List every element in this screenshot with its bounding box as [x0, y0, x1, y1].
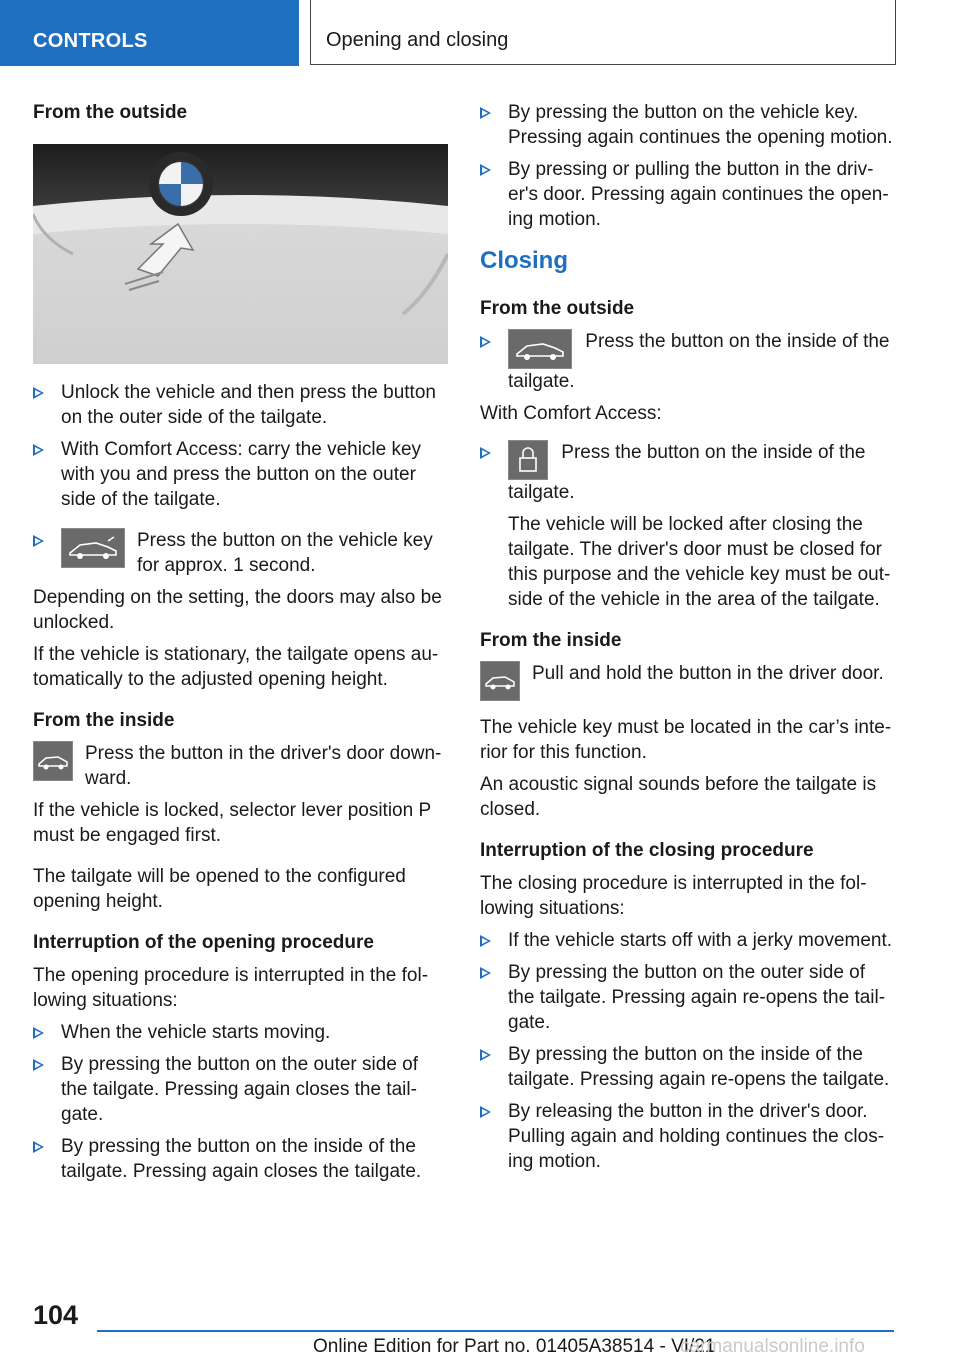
triangle-bullet-icon — [33, 1141, 44, 1153]
left-column — [33, 100, 448, 1191]
triangle-bullet-icon — [33, 387, 44, 399]
paragraph: If the vehicle is locked, selector lever position P must be engaged first. — [33, 800, 431, 846]
key-button-list — [33, 528, 448, 578]
paragraph: The tailgate will be opened to the configured opening height. — [33, 866, 406, 912]
triangle-bullet-icon — [480, 336, 491, 348]
paragraph: An acoustic signal sounds before the tailgate is closed. — [480, 774, 877, 820]
paragraph: The opening procedure is interrupted in the following situations: — [33, 965, 429, 1011]
tailgate-close-icon — [508, 329, 572, 369]
close-from-outside-heading: From the outside — [480, 298, 635, 319]
interrupt-closing-heading: Interruption of the closing procedure — [480, 840, 814, 861]
tailgate-door-button-icon — [33, 741, 73, 781]
list-item: With Comfort Access: carry the vehicle key with you and press the button on the outer side of the tailgate. — [33, 437, 448, 512]
section-tab — [0, 0, 299, 66]
triangle-bullet-icon — [480, 935, 491, 947]
list-item: By pressing the button on the inside of the tailgate. Pressing again closes the tailgate. — [33, 1134, 448, 1184]
edition-text: Online Edition for Part no. 01405A38514 - VI/21 — [313, 1336, 716, 1357]
triangle-bullet-icon — [480, 1049, 491, 1061]
paragraph: Depending on the setting, the doors may also be unlocked. — [33, 587, 442, 633]
section-label: CONTROLS — [33, 30, 148, 52]
list-item: When the vehicle starts moving. — [33, 1020, 448, 1045]
list-item: By pressing or pulling the button in the driver's door. Pressing again continues the opening motion. — [480, 157, 895, 232]
page-header — [310, 0, 896, 65]
close-outside-list — [480, 329, 895, 394]
list-item: By pressing the button on the vehicle key. Pressing again continues the opening motion. — [480, 100, 895, 150]
right-column — [480, 100, 895, 1181]
list-item: Press the button on the inside of the tailgate. — [480, 329, 895, 394]
triangle-bullet-icon — [33, 1027, 44, 1039]
lock-note: The vehicle will be locked after closing the tailgate. The driver's door must be closed for this purpose and the vehicle key must be outside of the vehicle in the area of the tailgate. — [508, 514, 891, 610]
tailgate-key-icon — [61, 528, 125, 568]
paragraph: If the vehicle is stationary, the tailgate opens automatically to the adjusted opening height. — [33, 644, 439, 690]
paragraph: The closing procedure is interrupted in the following situations: — [480, 873, 867, 919]
list-item: Press the button on the vehicle key for approx. 1 second. — [33, 528, 448, 578]
triangle-bullet-icon — [480, 164, 491, 176]
tailgate-door-button-icon — [480, 661, 520, 701]
triangle-bullet-icon — [480, 1106, 491, 1118]
footer-divider — [97, 1330, 894, 1332]
close-lock-list — [480, 440, 895, 612]
lock-icon — [508, 440, 548, 480]
interrupt-closing-list — [480, 928, 895, 1174]
close-from-inside-heading: From the inside — [480, 630, 622, 651]
paragraph: Press the button in the driver's door downward. — [85, 743, 442, 789]
tailgate-button-photo — [33, 144, 448, 364]
interrupt-opening-heading: Interruption of the opening procedure — [33, 932, 374, 953]
triangle-bullet-icon — [480, 967, 491, 979]
triangle-bullet-icon — [33, 444, 44, 456]
triangle-bullet-icon — [33, 535, 44, 547]
open-more-list — [480, 100, 895, 232]
triangle-bullet-icon — [480, 107, 491, 119]
list-item: By pressing the button on the outer side of the tailgate. Pressing again re-opens the tailgate. — [480, 960, 895, 1035]
list-item: If the vehicle starts off with a jerky movement. — [480, 928, 895, 953]
page-number: 104 — [33, 1300, 79, 1330]
triangle-bullet-icon — [480, 447, 491, 459]
from-outside-heading: From the outside — [33, 102, 188, 123]
paragraph: With Comfort Access: — [480, 403, 662, 424]
from-inside-heading: From the inside — [33, 710, 175, 731]
triangle-bullet-icon — [33, 1059, 44, 1071]
closing-heading: Closing — [480, 247, 568, 274]
interrupt-opening-list — [33, 1020, 448, 1184]
paragraph: The vehicle key must be located in the car’s interior for this function. — [480, 717, 892, 763]
list-item: By pressing the button on the inside of the tailgate. Pressing again re-opens the tailgate. — [480, 1042, 895, 1092]
list-item: Unlock the vehicle and then press the button on the outer side of the tailgate. — [33, 380, 448, 430]
list-item: By pressing the button on the outer side of the tailgate. Pressing again closes the tailgate. — [33, 1052, 448, 1127]
open-from-outside-list — [33, 380, 448, 512]
watermark: carmanualsonline.info — [680, 1336, 865, 1357]
list-item: By releasing the button in the driver's door. Pulling again and holding continues the closing motion. — [480, 1099, 895, 1174]
list-item: Press the button on the inside of the tailgate. The vehicle will be locked after closing the tailgate. The driver's door must be closed for this purpose and the vehicle key must be outside of the vehicle in the area of the tailgate. — [480, 440, 895, 612]
page-title: Opening and closing — [326, 29, 509, 51]
paragraph: Pull and hold the button in the driver door. — [532, 663, 884, 684]
